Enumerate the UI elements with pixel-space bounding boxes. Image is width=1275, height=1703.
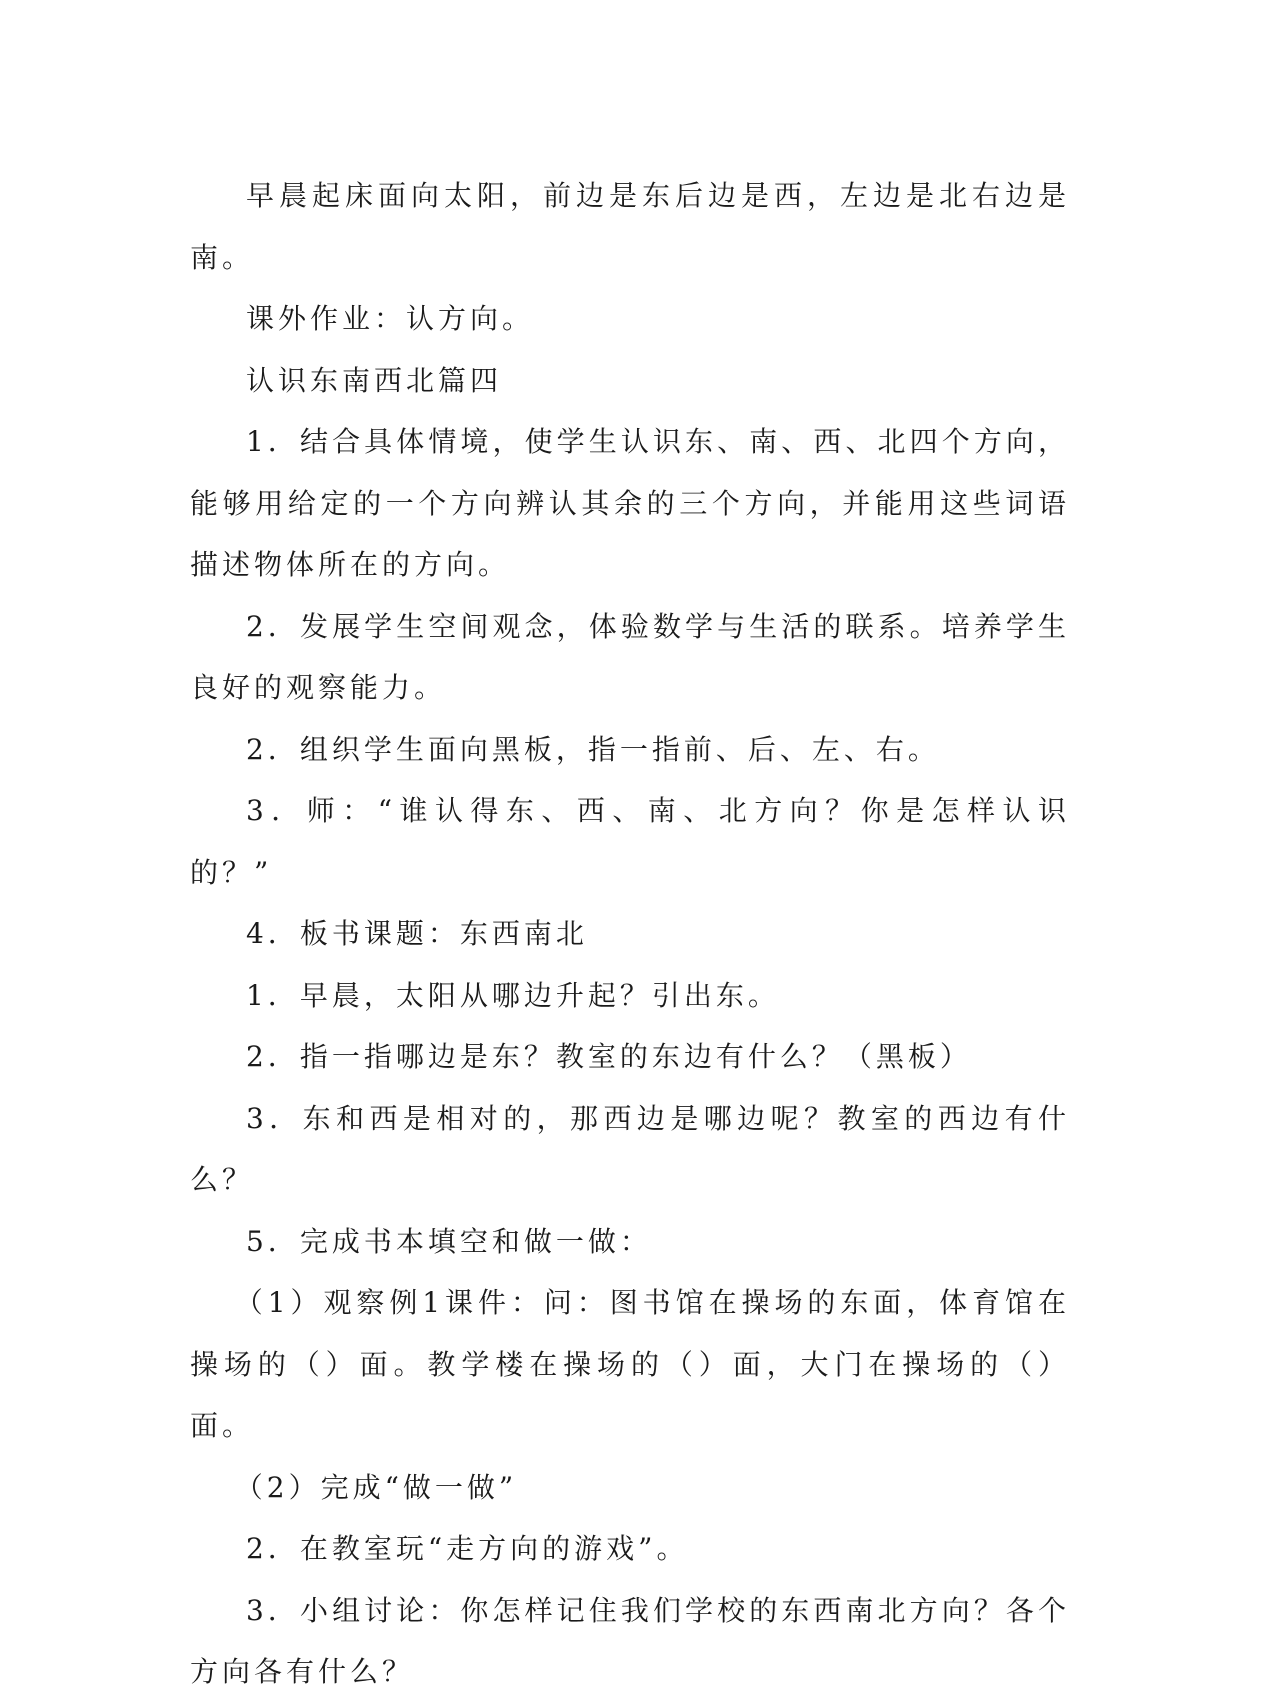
paragraph: 2．发展学生空间观念，体验数学与生活的联系。培养学生良好的观察能力。 bbox=[190, 609, 1070, 704]
paragraph: 课外作业：认方向。 bbox=[246, 302, 535, 335]
paragraph: （2）完成“做一做” bbox=[234, 1470, 518, 1504]
paragraph: 1．结合具体情境，使学生认识东、南、西、北四个方向，能够用给定的一个方向辨认其余的三个方向，并能用这些词语描述物体所在的方向。 bbox=[190, 425, 1070, 581]
paragraph: 5．完成书本填空和做一做： bbox=[246, 1224, 652, 1258]
paragraph: 4．板书课题：东西南北 bbox=[246, 917, 588, 950]
paragraph: 1．早晨，太阳从哪边升起？引出东。 bbox=[246, 978, 780, 1012]
paragraph: 2．组织学生面向黑板，指一指前、后、左、右。 bbox=[246, 732, 940, 766]
paragraph: 早晨起床面向太阳，前边是东后边是西，左边是北右边是南。 bbox=[190, 179, 1070, 274]
document-body bbox=[190, 165, 1070, 1703]
paragraph: 3．小组讨论：你怎样记住我们学校的东西南北方向？各个方向各有什么？ bbox=[190, 1593, 1070, 1688]
section-heading: 认识东南西北篇四 bbox=[246, 363, 503, 397]
paragraph: 3．东和西是相对的，那西边是哪边呢？教室的西边有什么？ bbox=[190, 1101, 1070, 1196]
paragraph: （1）观察例1课件：问：图书馆在操场的东面，体育馆在操场的（）面。教学楼在操场的（）面，大门在操场的（）面。 bbox=[190, 1286, 1070, 1442]
paragraph: 3．师：“谁认得东、西、南、北方向？你是怎样认识的？” bbox=[190, 794, 1070, 889]
paragraph: 2．在教室玩“走方向的游戏”。 bbox=[246, 1532, 689, 1565]
paragraph: 2．指一指哪边是东？教室的东边有什么？（黑板） bbox=[246, 1040, 972, 1073]
